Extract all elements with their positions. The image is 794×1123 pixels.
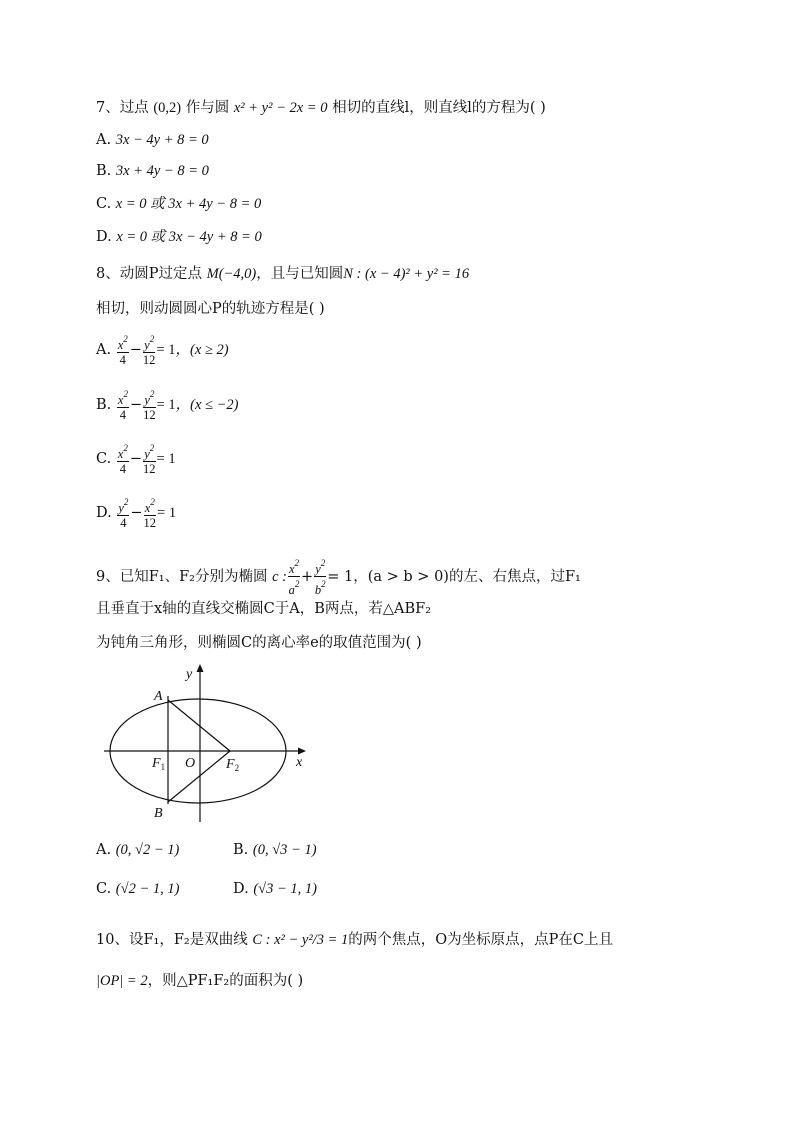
q8-option-d: D. $\frac{y^2}{4}$ − $\frac{x^2}{12}$ = 1 (96, 497, 177, 530)
label-f1: $F_1$ (152, 756, 166, 772)
q9-stem: 9、已知F₁、F₂分别为椭圆 c : $\frac{x^2}{a^2}$ + $\frac{y^2}{b^2}$ = 1，(a > b > 0)的左、右焦点，过F₁ (96, 558, 581, 597)
q8-option-b: B. $\frac{x^2}{4}$ − $\frac{y^2}{12}$ = 1，(x ≤ −2) (96, 389, 239, 422)
q7-stem: 7、过点 (0,2) 作与圆 x² + y² − 2x = 0 相切的直线l，则直线l的方程为( ) (96, 100, 546, 116)
segment-af2 (168, 700, 230, 751)
y-axis-arrow (197, 664, 204, 672)
q9-option-d: D. (√3 − 1, 1) (233, 881, 317, 897)
q8-stem-line2: 相切，则动圆圆心P的轨迹方程是( ) (96, 301, 325, 317)
q9-stem-line3: 为钝角三角形，则椭圆C的离心率e的取值范围为( ) (96, 635, 422, 651)
q7-option-a: A. 3x − 4y + 8 = 0 (96, 132, 209, 148)
q10-hyperbola: C : x² − y²/3 = 1 (252, 932, 349, 948)
q8-option-c: C. $\frac{x^2}{4}$ − $\frac{y^2}{12}$ = 1 (96, 443, 176, 476)
q7-option-d: D. x = 0 或 3x − 4y + 8 = 0 (96, 229, 262, 245)
label-a: A (154, 689, 163, 704)
q7-option-c: C. x = 0 或 3x + 4y − 8 = 0 (96, 196, 262, 212)
q8-point: M(−4,0) (206, 266, 257, 282)
q7-circle-equation: x² + y² − 2x = 0 (233, 100, 328, 116)
q9-option-c: C. (√2 − 1, 1) (96, 881, 180, 897)
q8-stem: 8、动圆P过定点 M(−4,0)，且与已知圆N : (x − 4)² + y² = 16 (96, 266, 470, 282)
q9-stem-line2: 且垂直于x轴的直线交椭圆C于A，B两点，若△ABF₂ (96, 601, 432, 617)
q7-option-b: B. 3x + 4y − 8 = 0 (96, 163, 209, 179)
segment-bf2 (168, 751, 230, 802)
label-x: x (296, 755, 303, 770)
x-axis-arrow (298, 748, 306, 755)
label-o: O (185, 756, 196, 771)
label-f2: $F_2$ (226, 757, 240, 773)
label-b: B (154, 806, 163, 821)
label-y: y (186, 667, 193, 682)
q9-option-b: B. (0, √3 − 1) (233, 842, 317, 858)
q8-option-a: A. $\frac{x^2}{4}$ − $\frac{y^2}{12}$ = 1，(x ≥ 2) (96, 334, 229, 367)
ellipse-figure (96, 662, 326, 824)
q10-stem: 10、设F₁，F₂是双曲线 C : x² − y²/3 = 1的两个焦点，O为坐标原点，点P在C上且 (96, 932, 613, 948)
q8-circle-equation: N : (x − 4)² + y² = 16 (343, 266, 470, 282)
q9-option-a: A. (0, √2 − 1) (96, 842, 180, 858)
q7-point: (0,2) (153, 100, 182, 116)
q10-stem-line2: |OP| = 2，则△PF₁F₂的面积为( ) (96, 973, 304, 989)
